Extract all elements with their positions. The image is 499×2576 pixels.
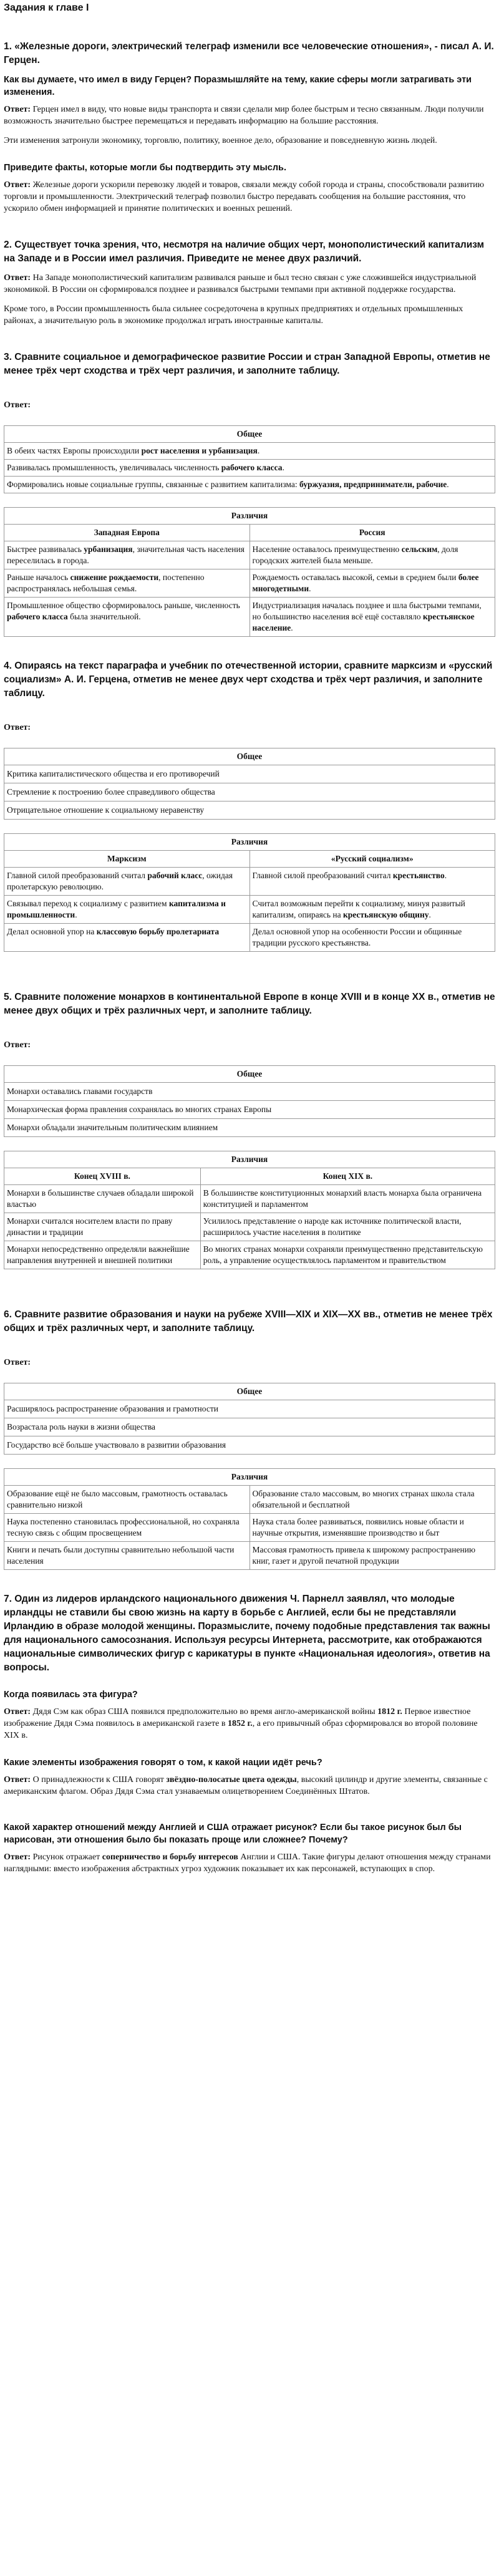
table-row [4, 460, 495, 477]
text-fragment: , значительная часть населения переселилась в города. [7, 545, 245, 565]
table-row: Монархическая форма правления сохранялась во многих странах Европы [4, 1101, 495, 1119]
table-row [4, 598, 495, 637]
table-row: Отрицательное отношение к социальному неравенству [4, 801, 495, 820]
differences-table [4, 1151, 495, 1269]
table-row [4, 1514, 495, 1542]
table-header: Различия [4, 1151, 495, 1168]
text-fragment: капитализма и промышленности [7, 899, 226, 919]
answer-label: Ответ: [4, 1040, 31, 1050]
answer-text: На Западе монополистический капитализм развивался раньше и был тесно связан с уже сложившейся индустриальной экономикой. В России он сформировался позднее и развивался быстрыми темпами при активной поддержке государства. [4, 273, 477, 294]
text-fragment: сельским [401, 545, 438, 554]
task-4 [4, 659, 495, 952]
table-header: Различия [4, 834, 495, 851]
answer-label: Ответ: [4, 180, 31, 190]
column-header: Марксизм [4, 851, 250, 868]
text-fragment: урбанизация [84, 545, 133, 554]
text-fragment: В обеих частях Европы происходили [7, 446, 142, 455]
text-fragment: Наука стала более развиваться, появились новые области и научные открытия, изменявшие производство и быт [250, 1514, 495, 1542]
text-fragment: крестьянство [392, 871, 445, 880]
text-fragment: Массовая грамотность привела к широкому распространению книг, газет и другой печатной продукции [250, 1542, 495, 1570]
text-fragment: Развивалась промышленность, увеличивалась численность [7, 463, 221, 472]
text-fragment: 1852 г. [227, 1719, 253, 1728]
text-fragment: Усилилось представление о народе как источнике политической власти, расширилось участие населения в политике [200, 1213, 495, 1241]
common-table [4, 425, 495, 493]
table-header: Общее [4, 1383, 495, 1400]
text-fragment: . [309, 584, 311, 593]
text-fragment: . [291, 623, 293, 632]
answer-label: Ответ: [4, 1852, 31, 1862]
task-2-answer [4, 272, 495, 296]
text-fragment: Быстрее развивалась [7, 545, 84, 554]
table-row: Расширялось распространение образования и грамотности [4, 1400, 495, 1418]
text-fragment: Книги и печать были доступны сравнительно небольшой части населения [4, 1542, 250, 1570]
answer-label: Ответ: [4, 400, 31, 410]
table-row [4, 541, 495, 569]
task-6-heading: 6. Сравните развитие образования и науки на рубеже XVIII—XIX и XIX—XX вв., отметив не менее трёх общих и трёх различных черт, и заполните таблицу. [4, 1309, 493, 1334]
text-fragment: классовую борьбу пролетариата [96, 927, 220, 936]
text-fragment: , высокий цилиндр и другие элементы, связанные с американским флагом. Образ Дядя Сэма стал узнаваемым олицетворением Соединённых Штатов. [4, 1775, 488, 1796]
answer-label: Ответ: [4, 105, 31, 114]
text-fragment: Промышленное общество сформировалось раньше, численность [7, 601, 240, 610]
task-7-subquestion-1: Когда появилась эта фигура? [4, 1690, 138, 1700]
task-2-answer-p2: Кроме того, в России промышленность была сильнее сосредоточена в крупных предприятиях и отдельных промышленных районах, а значительную роль в экономике продолжал играть иностранные капиталы. [4, 304, 463, 326]
task-5 [4, 990, 495, 1269]
task-7-subquestion-2: Какие элементы изображения говорят о том, к какой нации идёт речь? [4, 1758, 322, 1768]
text-fragment: крестьянскую общину [342, 910, 429, 919]
task-4-heading: 4. Опираясь на текст параграфа и учебник по отечественной истории, сравните марксизм и «русский социализм» А. И. Герцена, отметив не менее двух черт сходства и трёх черт различия, и заполните таблицу. [4, 661, 493, 699]
table-header: Различия [4, 1469, 495, 1486]
task-5-heading: 5. Сравните положение монархов в континентальной Европе в конце XVIII и в конце XX в., отметив не менее двух общих и трёх различных черт, и заполните таблицу. [4, 992, 495, 1016]
text-fragment: рабочего класса [7, 612, 68, 621]
table-row: Критика капиталистического общества и его противоречий [4, 765, 495, 783]
column-header: Конец XIX в. [200, 1168, 495, 1185]
text-fragment: соперничество и борьбу интересов [102, 1852, 238, 1862]
answer-label: Ответ: [4, 723, 31, 732]
text-fragment: Индустриализация началась позднее и шла быстрыми темпами, но большинство населения всё ещё составляло [252, 601, 482, 621]
answer-label: Ответ: [4, 273, 31, 283]
task-3-heading: 3. Сравните социальное и демографическое развитие России и стран Западной Европы, отметив не менее трёх черт сходства и трёх черт различия, и заполните таблицу. [4, 352, 490, 376]
text-fragment: 1812 г. [377, 1707, 402, 1717]
table-row [4, 868, 495, 896]
table-row [4, 1241, 495, 1269]
task-1-answer [4, 104, 495, 127]
table-header: Общее [4, 1066, 495, 1083]
text-fragment: буржуазия, предприниматели, рабочие [299, 480, 447, 489]
text-fragment: рост населения и урбанизация [141, 446, 258, 455]
text-fragment: Монархи непосредственно определяли важнейшие направления внутренней и внешней политики [4, 1241, 201, 1269]
text-fragment: Англии и США. Такие фигуры делают отношения между странами наглядными: вместо изображения абстрактных угроз художник показывает их как персонажей, вступающих в спор. [4, 1852, 491, 1874]
answer-text: Герцен имел в виду, что новые виды транспорта и связи сделали мир более быстрым и тесно связанным. Люди получили возможность значительно быстрее перемещаться и передавать информацию на большие расстояния. [4, 105, 484, 126]
page-title: Задания к главе I [4, 2, 89, 13]
answer-label: Ответ: [4, 1358, 31, 1367]
table-row [4, 1185, 495, 1213]
answer-text: Железные дороги ускорили перевозку людей и товаров, связали между собой города и страны, способствовали развитию торговли и промышленности. Электрический телеграф позволил быстро передавать сообщения на большие расстояния, что ускорило обмен информацией и принятие политических и военных решений. [4, 180, 485, 213]
text-fragment: . [257, 446, 260, 455]
common-table [4, 1065, 495, 1137]
task-3 [4, 351, 495, 637]
common-table [4, 748, 495, 820]
text-fragment: более многодетными [252, 573, 479, 593]
task-1-subquestion-2: Приведите факты, которые могли бы подтвердить эту мысль. [4, 163, 286, 173]
table-row: Монархи оставались главами государств [4, 1083, 495, 1101]
table-row: Государство всё больше участвовало в развитии образования [4, 1436, 495, 1455]
text-fragment: . [429, 910, 431, 919]
answer-label: Ответ: [4, 1775, 31, 1784]
task-1 [4, 40, 495, 215]
task-7 [4, 1592, 495, 1875]
table-row: Возрастала роль науки в жизни общества [4, 1418, 495, 1436]
text-fragment: Делал основной упор на [7, 927, 97, 936]
text-fragment: Связывал переход к социализму с развитием [7, 899, 169, 908]
task-7-subquestion-3: Какой характер отношений между Англией и США отражает рисунок? Если бы такое рисунок был бы нарисован, эти отношения было бы показать проще или сложнее? Почему? [4, 1823, 462, 1845]
text-fragment: Делал основной упор на особенности России и общинные традиции русского крестьянства. [252, 927, 462, 947]
text-fragment: Монархи в большинстве случаев обладали широкой властью [4, 1185, 201, 1213]
answer-label: Ответ: [4, 1707, 31, 1717]
text-fragment: , ожидая пролетарскую революцию. [7, 871, 233, 891]
text-fragment: Рождаемость оставалась высокой, семьи в среднем были [252, 573, 458, 582]
text-fragment: В большинстве конституционных монархий власть монарха была ограничена конституцией и парламентом [200, 1185, 495, 1213]
table-row [4, 896, 495, 924]
text-fragment: Первое известное изображение Дядя Сэма появилось в американской газете в [4, 1707, 471, 1728]
text-fragment: . [444, 871, 447, 880]
task-7-answer-2 [4, 1774, 495, 1798]
table-row [4, 1542, 495, 1570]
text-fragment: Формировались новые социальные группы, связанные с развитием капитализма: [7, 480, 299, 489]
text-fragment: О принадлежности к США говорят [31, 1775, 167, 1784]
common-table [4, 1383, 495, 1455]
text-fragment: Главной силой преобразований считал [7, 871, 148, 880]
task-2 [4, 238, 495, 327]
text-fragment: Во многих странах монархи сохраняли преимущественно представительскую роль, а управление осуществлялось парламентом и правительством [200, 1241, 495, 1269]
text-fragment: Считал возможным перейти к социализму, минуя развитый капитализм, опираясь на [252, 899, 465, 919]
text-fragment: рабочий класс [147, 871, 203, 880]
text-fragment: Монархи считался носителем власти по праву династии и традиции [4, 1213, 201, 1241]
text-fragment: , доля городских жителей была меньше. [252, 545, 458, 565]
text-fragment: рабочего класса [221, 463, 283, 472]
table-row [4, 477, 495, 493]
task-7-answer-1 [4, 1706, 495, 1741]
table-row [4, 1213, 495, 1241]
text-fragment: снижение рождаемости [70, 573, 159, 582]
task-7-answer-3 [4, 1851, 495, 1875]
column-header: «Русский социализм» [250, 851, 495, 868]
task-1-answer-p2: Эти изменения затронули экономику, торговлю, политику, военное дело, образование и повседневную жизнь людей. [4, 136, 437, 145]
task-6 [4, 1308, 495, 1570]
text-fragment: Образование ещё не было массовым, грамотность оставалась сравнительно низкой [4, 1486, 250, 1514]
task-1-heading: 1. «Железные дороги, электрический телеграф изменили все человеческие отношения», - писал А. И. Герцен. [4, 41, 494, 65]
text-fragment: . [447, 480, 449, 489]
task-7-heading: 7. Один из лидеров ирландского национального движения Ч. Парнелл заявлял, что молодые ирландцы не ставили бы свою жизнь на карту в борьбе с Англией, если бы не представляли Ирландию в образе молодой женщины. Поразмыслите, почему подобные представления так важны для национального самосознания. Используя ресурсы Интернета, рассмотрите, как отображаются национальные символических фигур с карикатуры в пункте «Национальная идеология», ответив на вопросы. [4, 1594, 490, 1673]
task-2-heading: 2. Существует точка зрения, что, несмотря на наличие общих черт, монополистический капитализм на Западе и в России имел различия. Приведите не менее двух различий. [4, 240, 485, 264]
text-fragment: , постепенно распространялась небольшая семья. [7, 573, 205, 593]
differences-table [4, 833, 495, 952]
column-header: Западная Европа [4, 525, 250, 541]
differences-table [4, 1468, 495, 1570]
table-header: Общее [4, 748, 495, 765]
text-fragment: . [282, 463, 284, 472]
text-fragment: была значительной. [67, 612, 141, 621]
text-fragment: Наука постепенно становилась профессиональной, но сохраняла тесную связь с общим просвещением [4, 1514, 250, 1542]
table-row [4, 1486, 495, 1514]
table-row [4, 569, 495, 598]
text-fragment: , а его привычный образ сформировался во второй половине XIX в. [4, 1719, 478, 1740]
table-row [4, 443, 495, 460]
task-1-subquestion: Как вы думаете, что имел в виду Герцен? Поразмышляйте на тему, какие сферы могли затрагивать эти изменения. [4, 75, 472, 97]
text-fragment: крестьянское население [252, 612, 475, 632]
table-row: Стремление к построению более справедливого общества [4, 783, 495, 801]
text-fragment: Население оставалось преимущественно [252, 545, 402, 554]
table-row [4, 924, 495, 952]
table-row: Монархи обладали значительным политическим влиянием [4, 1119, 495, 1137]
table-header: Общее [4, 426, 495, 443]
differences-table [4, 507, 495, 637]
column-header: Конец XVIII в. [4, 1168, 201, 1185]
task-1-answer-2 [4, 179, 495, 215]
text-fragment: Раньше началось [7, 573, 70, 582]
text-fragment: Рисунок отражает [31, 1852, 102, 1862]
text-fragment: . [75, 910, 77, 919]
text-fragment: Главной силой преобразований считал [252, 871, 393, 880]
column-header: Россия [250, 525, 495, 541]
text-fragment: Образование стало массовым, во многих странах школа стала обязательной и бесплатной [250, 1486, 495, 1514]
table-header: Различия [4, 508, 495, 525]
text-fragment: звёздно-полосатые цвета одежды [166, 1775, 297, 1784]
text-fragment: Дядя Сэм как образ США появился предположительно во время англо-американской войны [31, 1707, 378, 1717]
